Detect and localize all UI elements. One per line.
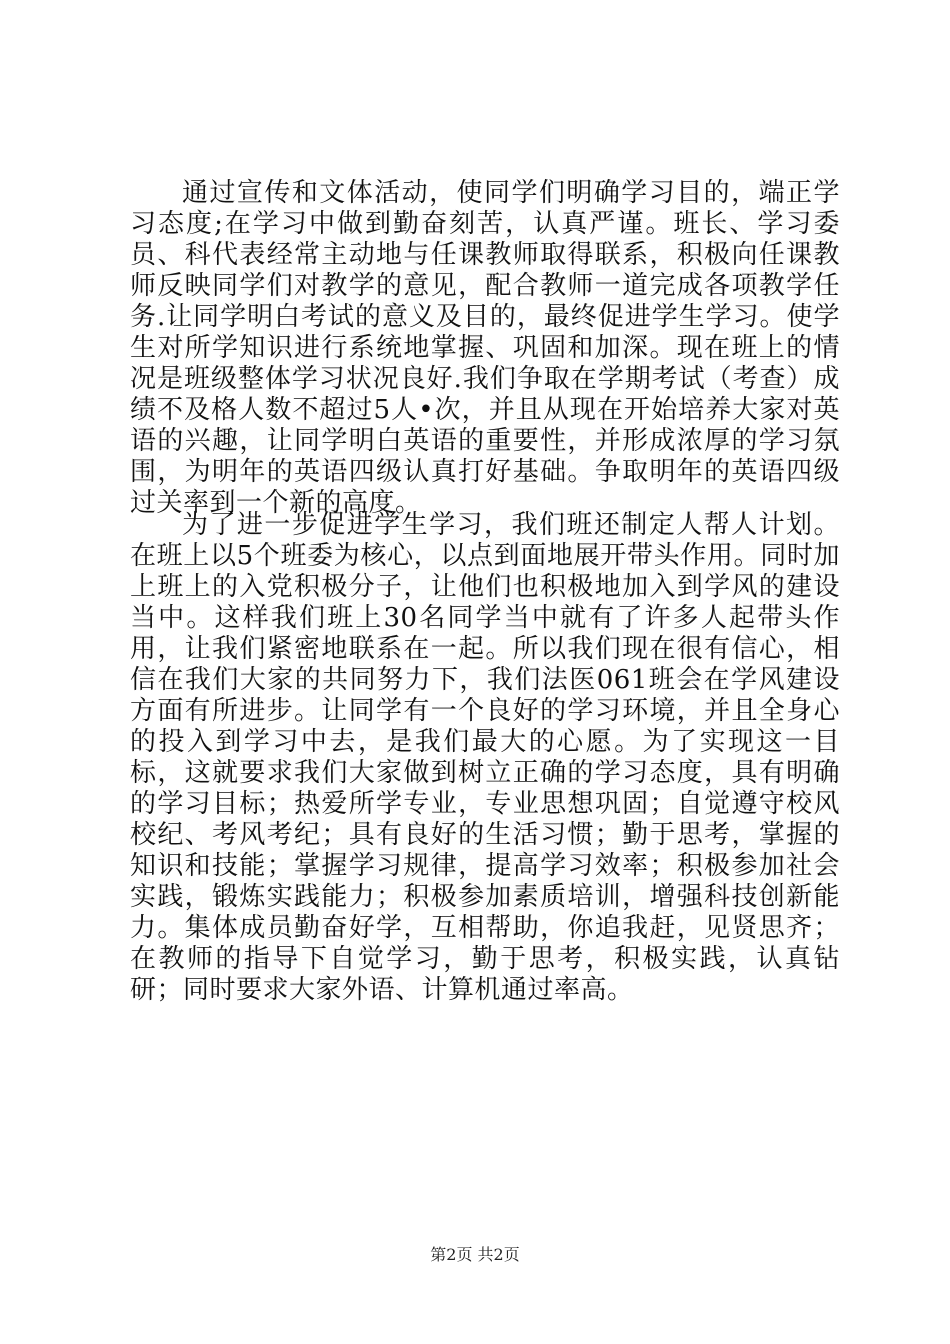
body-paragraph: 为了进一步促进学生学习，我们班还制定人帮人计划。在班上以5个班委为核心，以点到面地展开带头作用。同时加上班上的入党积极分子，让他们也积极地加入到学风的建设当中。这样我们班上30名同学当中就有了许多人起带头作用，让我们紧密地联系在一起。所以我们现在很有信心，相信在我们大家的共同努力下，我们法医061班会在学风建设方面有所进步。让同学有一个良好的学习环境，并且全身心的投入到学习中去，是我们最大的心愿。为了实现这一目标，这就要求我们大家做到树立正确的学习态度，具有明确的学习目标；热爱所学专业，专业思想巩固；自觉遵守校风校纪、考风考纪；具有良好的生活习惯；勤于思考，掌握的知识和技能；掌握学习规律，提高学习效率；积极参加社会实践，锻炼实践能力；积极参加素质培训，增强科技创新能力。集体成员勤奋好学，互相帮助，你追我赶，见贤思齐；在教师的指导下自觉学习，勤于思考，积极实践，认真钻研；同时要求大家外语、计算机通过率高。 [130, 510, 840, 1005]
body-paragraph: 通过宣传和文体活动，使同学们明确学习目的，端正学习态度;在学习中做到勤奋刻苦，认真严谨。班长、学习委员、科代表经常主动地与任课教师取得联系，积极向任课教师反映同学们对教学的意见，配合教师一道完成各项教学任务.让同学明白考试的意义及目的，最终促进学生学习。使学生对所学知识进行系统地掌握、巩固和加深。现在班上的情况是班级整体学习状况良好.我们争取在学期考试（考查）成绩不及格人数不超过5人•次，并且从现在开始培养大家对英语的兴趣，让同学明白英语的重要性，并形成浓厚的学习氛围，为明年的英语四级认真打好基础。争取明年的英语四级过关率到一个新的高度。 [130, 178, 840, 518]
page-number-footer: 第2页 共2页 [430, 1245, 520, 1264]
